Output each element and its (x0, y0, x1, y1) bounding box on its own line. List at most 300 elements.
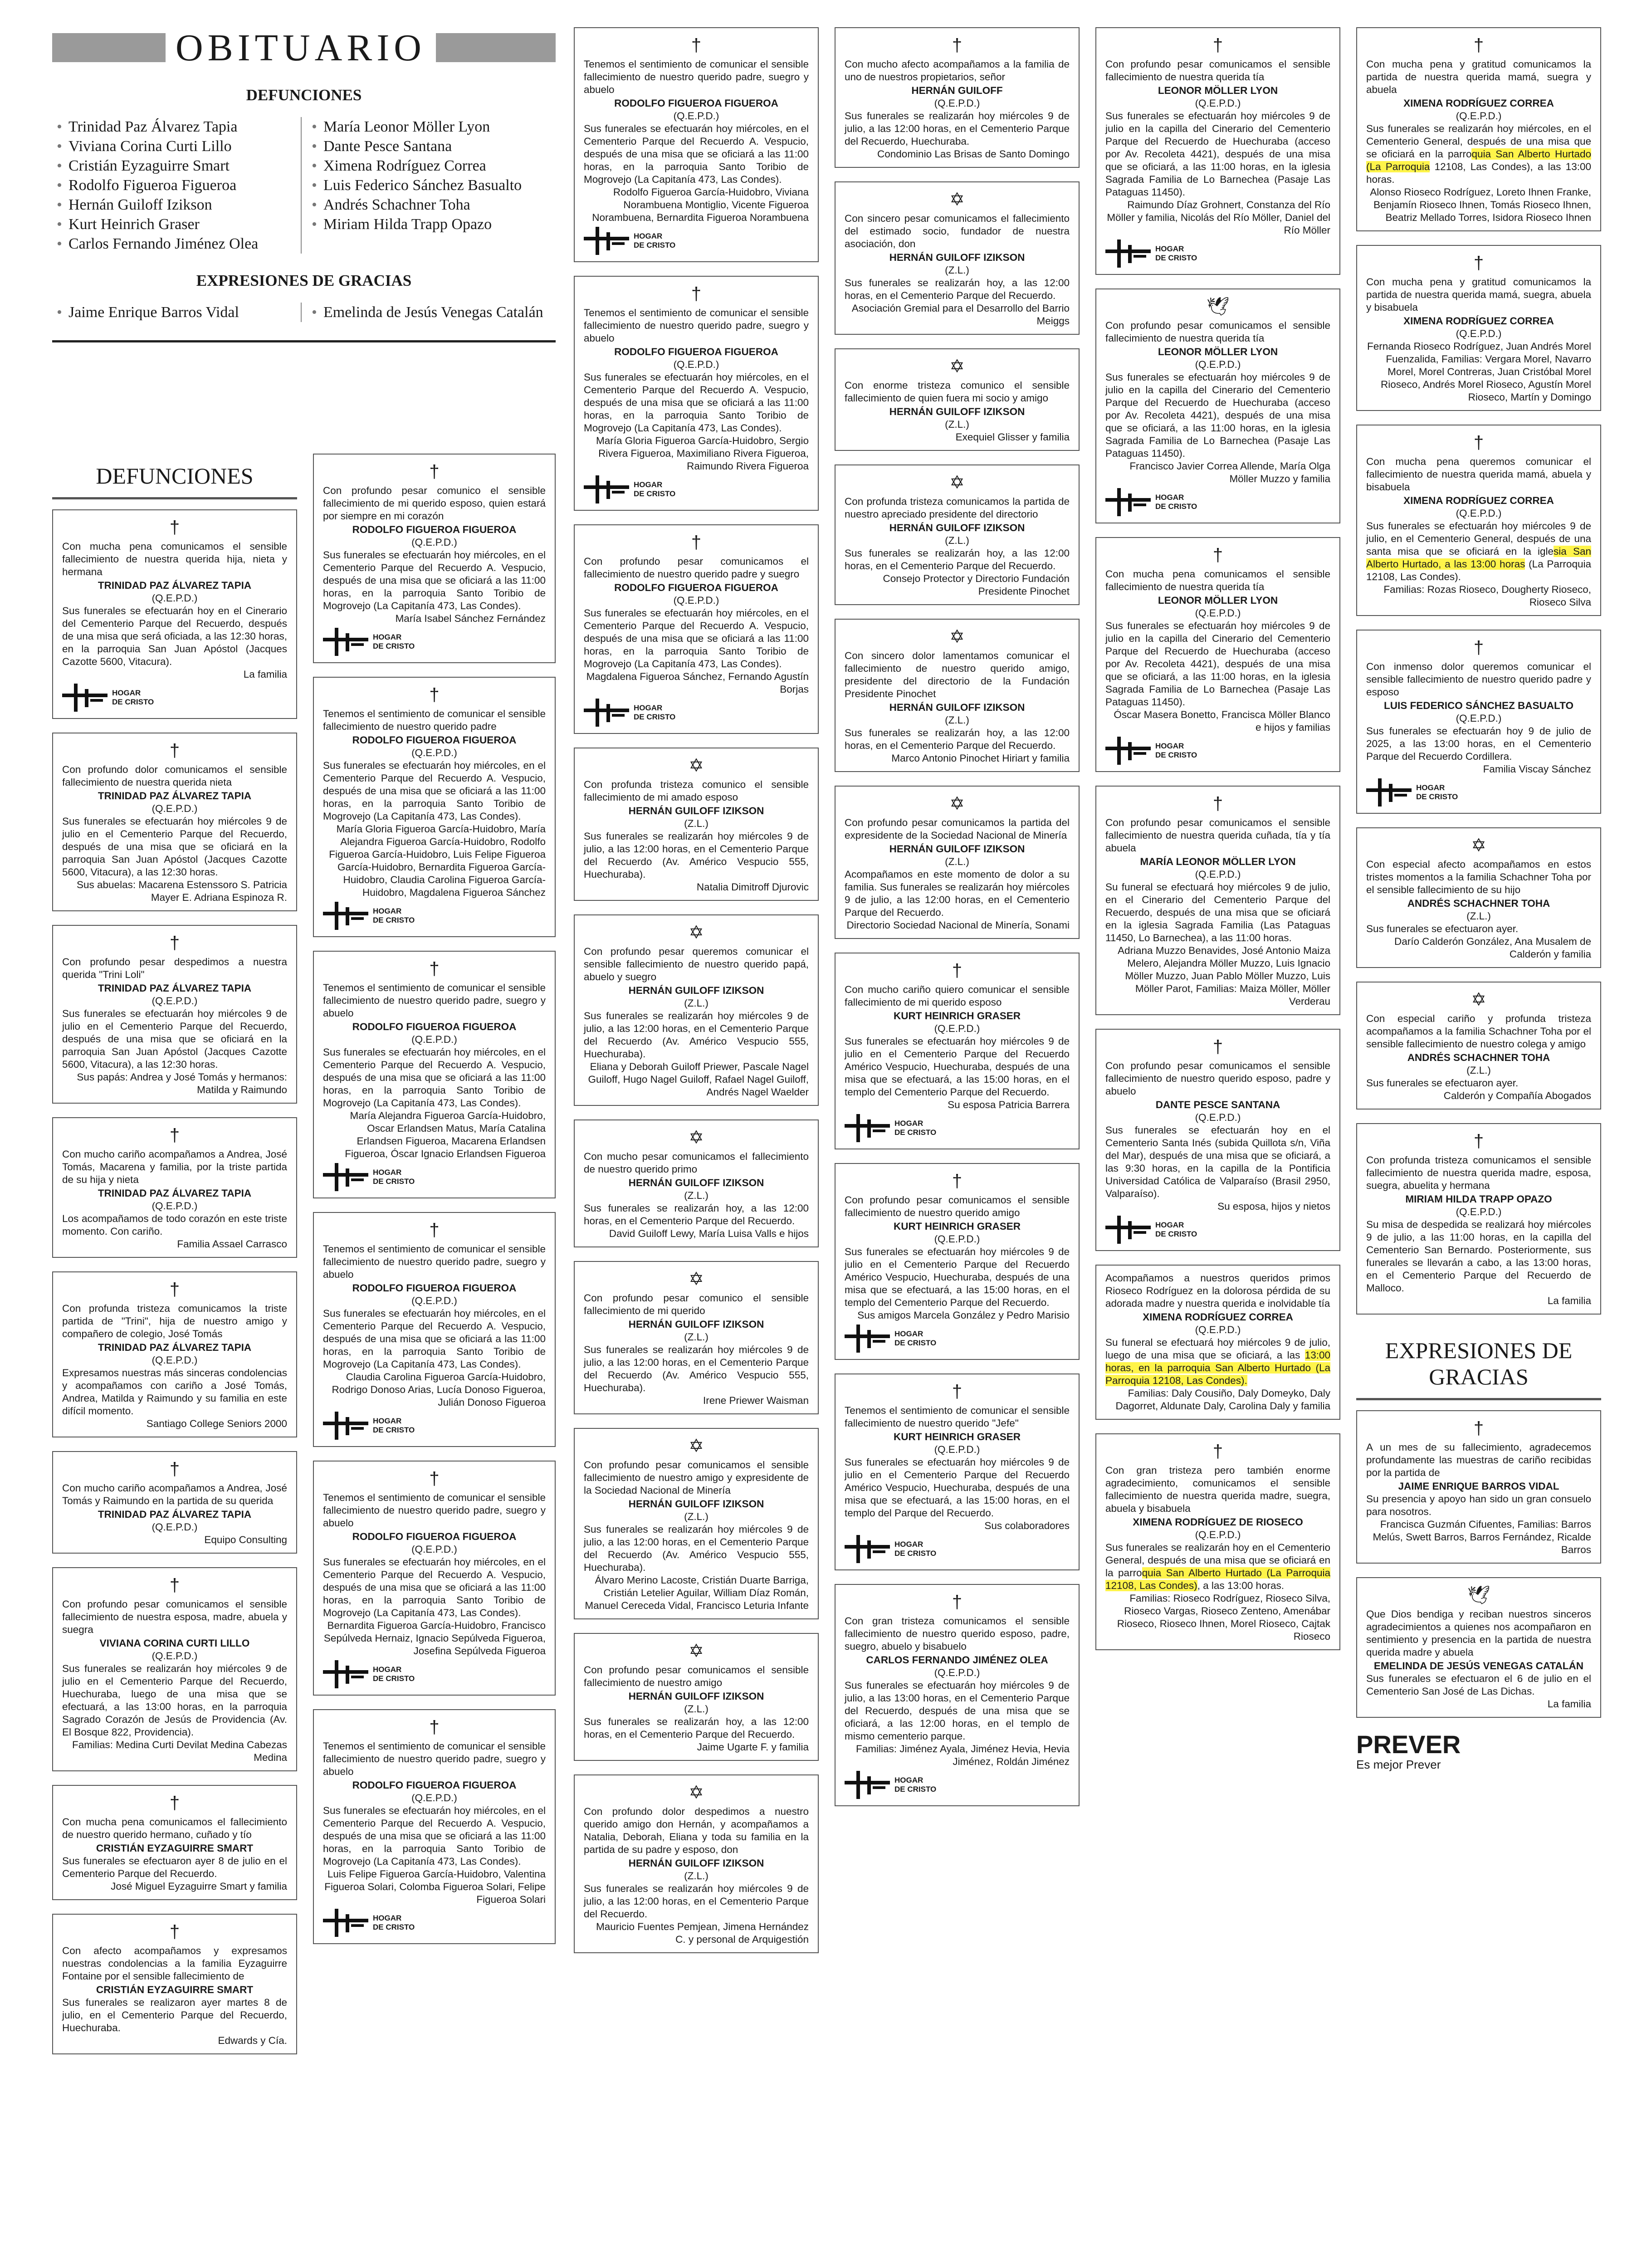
signatories: Adriana Muzzo Benavides, José Antonio Maiza Melero, Alejandra Möller Muzzo, Luis Ignacio Möller Muzzo, Juan Pablo Möller Muzzo, Luis Möller Parot, Familias: Maiza Möller, Möller Verderau (1117, 945, 1330, 1007)
hogar-de-cristo-icon (845, 1114, 890, 1142)
obituary-notice (835, 464, 1080, 605)
qepd-mark: (Q.E.P.D.) (1195, 1112, 1241, 1123)
signatories: Asociación Gremial para el Desarrollo del Barrio Meiggs (851, 303, 1070, 327)
qepd-mark: (Z.L.) (684, 818, 709, 829)
notice-intro: Tenemos el sentimiento de comunicar el sensible fallecimiento de nuestro querido padre (323, 708, 546, 732)
deceased-name: RODOLFO FIGUEROA FIGUEROA (352, 734, 517, 746)
obituary-notice (574, 27, 819, 262)
obituary-notice (313, 1461, 556, 1696)
index-entry: • María Leonor Möller Lyon (312, 117, 556, 137)
hogar-de-cristo-logo (845, 1535, 1070, 1563)
qepd-mark: (Q.E.P.D.) (1456, 713, 1502, 724)
notice-intro: Con gran tristeza comunicamos el sensible fallecimiento de nuestro querido esposo, padre, suegro, abuelo y bisabuelo (845, 1615, 1070, 1652)
signatories: María Isabel Sánchez Fernández (395, 613, 546, 624)
funeral-details: Sus funerales se realizaron ayer martes 8 de julio, en el Cementerio Parque del Recuerdo, Huechuraba. (62, 1997, 287, 2033)
funeral-details: Sus funerales se efectuarán hoy miércoles 9 de julio en la capilla del Cinerario del Cementerio Parque del Recuerdo de Huechuraba (acceso por Av. Recoleta 4421), después de una misa que se oficiará, a las 11:00 horas, en la iglesia Sagrada Familia de Lo Barnechea (Pasaje Las Pataguas 11450). (1105, 620, 1330, 708)
cross-icon: † (1473, 253, 1484, 273)
notice-intro: A un mes de su fallecimiento, agradecemos profundamente las muestras de cariño recibidas por la partida de (1366, 1442, 1591, 1478)
index-title: DEFUNCIONES (246, 86, 362, 104)
obituary-notice (1356, 1123, 1601, 1315)
hogar-de-cristo-icon (1105, 240, 1151, 268)
obituary-notice (835, 348, 1080, 451)
funeral-details: Expresamos nuestras más sinceras condolencias y acompañamos con cariño a José Tomás, Andrea, Matilda y Raimundo y su familia en este difícil momento. (62, 1367, 287, 1417)
funeral-details: Sus funerales se realizarán hoy miércoles 9 de julio, a las 12:00 horas, en el Cementerio Parque del Recuerdo. (584, 1883, 809, 1920)
deceased-name: HERNÁN GUILOFF IZIKSON (889, 252, 1025, 263)
cross-icon: † (169, 1280, 180, 1300)
funeral-details: Sus funerales se efectuarán hoy miércoles 9 de julio en el Cementerio Parque del Recuerdo, después de una misa que se oficiará en la parroquia San Juan Apóstol (Jacques Cazotte 5600, Vitacura), a las 12:30 horas. (62, 1008, 287, 1070)
signatories: María Alejandra Figueroa García-Huidobro, Oscar Erlandsen Matus, María Catalina Erlandsen Figueroa, Macarena Erlandsen Figueroa, Óscar Ignacio Erlandsen Figueroa (345, 1110, 546, 1159)
star-of-david-icon: ✡ (689, 1436, 704, 1456)
funeral-details: Sus funerales se efectuarán hoy miércoles 9 de julio en el Cementerio Parque del Recuerdo Américo Vespucio, Huechuraba, después de una misa que se efectuará, a las 15:00 horas, en el templo del Cementerio Parque del Recuerdo. (845, 1036, 1070, 1098)
notice-intro: Con afecto acompañamos y expresamos nuestras condolencias a la familia Eyzaguirre Fontaine por el sensible fallecimiento de (62, 1945, 287, 1982)
index-entry: • Kurt Heinrich Graser (57, 215, 301, 234)
qepd-mark: (Q.E.P.D.) (1195, 607, 1241, 619)
funeral-details: Sus funerales se realizarán hoy miércoles 9 de julio, a las 12:00 horas, en el Cementerio Parque del Recuerdo (Av. Américo Vespucio 555, Huechuraba). (584, 1344, 809, 1393)
index-entry: • Hernán Guiloff Izikson (57, 195, 301, 215)
hogar-de-cristo-icon (323, 1909, 368, 1937)
notice-intro: Con sincero pesar comunicamos el fallecimiento del estimado socio, fundador de nuestra asociación, don (845, 213, 1070, 249)
obituary-notice (52, 509, 297, 719)
index-entry: • Luis Federico Sánchez Basualto (312, 176, 556, 195)
funeral-details: Sus funerales se realizarán hoy miércoles 9 de julio, a las 12:00 horas, en el Cementerio Parque del Recuerdo (Av. Américo Vespucio 555, Huechuraba). (584, 1010, 809, 1060)
funeral-details: Sus funerales se realizarán hoy, a las 12:00 horas, en el Cementerio Parque del Recuerdo. (845, 727, 1070, 751)
obituary-notice (835, 619, 1080, 772)
signatories: Edwards y Cía. (218, 2035, 287, 2046)
obituary-notice (1356, 425, 1601, 616)
qepd-mark: (Q.E.P.D.) (934, 1023, 980, 1034)
notice-intro: Con profunda tristeza comunico el sensible fallecimiento de mi amado esposo (584, 779, 809, 803)
notice-intro: Con profundo dolor despedimos a nuestro querido amigo don Hernán, y acompañamos a Natalia, Deborah, Eliana y toda su familia en la partida de su padre y esposo, don (584, 1806, 809, 1855)
obituary-notice (52, 925, 297, 1104)
deceased-name: JAIME ENRIQUE BARROS VIDAL (1398, 1481, 1559, 1492)
index-entry: • Emelinda de Jesús Venegas Catalán (312, 303, 556, 322)
qepd-mark: (Q.E.P.D.) (673, 595, 719, 606)
deceased-name: CRISTIÁN EYZAGUIRRE SMART (96, 1843, 254, 1854)
cross-icon: † (429, 959, 440, 979)
obituary-notice (52, 1271, 297, 1437)
signatories: Francisca Guzmán Cifuentes, Familias: Barros Melús, Swett Barros, Barros Fernández, Ricalde Barros (1373, 1519, 1591, 1555)
obituary-notice (574, 1261, 819, 1414)
highlighted-text: 13:00 horas, en la parroquia San Alberto Hurtado (La Parroquia 12108, Las Condes). (1105, 1349, 1330, 1386)
signatories: Natalia Dimitroff Djurovic (696, 881, 809, 893)
obituary-notice (574, 748, 819, 901)
notice-intro: Tenemos el sentimiento de comunicar el sensible fallecimiento de nuestro querido padre, suegro y abuelo (584, 307, 809, 344)
dove-icon: 🕊 (1206, 297, 1230, 317)
hogar-de-cristo-label: HOGAR DE CRISTO (1155, 493, 1197, 511)
qepd-mark: (Z.L.) (945, 535, 969, 546)
signatories: Familias: Rozas Rioseco, Dougherty Rioseco, Rioseco Silva (1383, 584, 1591, 608)
deceased-name: MIRIAM HILDA TRAPP OPAZO (1405, 1193, 1552, 1205)
index-entry: • Cristián Eyzaguirre Smart (57, 156, 301, 176)
funeral-details: Sus funerales se realizarán hoy, a las 12:00 horas, en el Cementerio Parque del Recuerdo. (845, 277, 1070, 301)
hogar-de-cristo-icon (1366, 778, 1412, 807)
deceased-name: EMELINDA DE JESÚS VENEGAS CATALÁN (1373, 1660, 1584, 1672)
funeral-details: Sus funerales se efectuaron ayer. (1366, 1077, 1519, 1089)
notice-intro: Con sincero dolor lamentamos comunicar el fallecimiento de nuestro querido amigo, presidente del directorio de la Fundación Presidente Pinochet (845, 650, 1070, 699)
signatories: Sus papás: Andrea y José Tomás y hermanos: Matilda y Raimundo (77, 1071, 287, 1095)
deceased-name: XIMENA RODRÍGUEZ CORREA (1143, 1311, 1293, 1323)
obituary-notice (1095, 288, 1340, 523)
deceased-name: TRINIDAD PAZ ÁLVAREZ TAPIA (98, 982, 252, 994)
funeral-details: Sus funerales se realizarán hoy miércoles 9 de julio, a las 12:00 horas, en el Cementerio Parque del Recuerdo (Av. Américo Vespucio 555, Huechuraba). (584, 831, 809, 880)
obituary-notice (1356, 245, 1601, 411)
hogar-de-cristo-label: HOGAR DE CRISTO (894, 1540, 937, 1558)
deceased-name: RODOLFO FIGUEROA FIGUEROA (352, 1531, 517, 1542)
hogar-de-cristo-label: HOGAR DE CRISTO (634, 704, 676, 721)
hogar-de-cristo-label: HOGAR DE CRISTO (894, 1776, 937, 1794)
obituary-notice (835, 27, 1080, 168)
funeral-details: Sus funerales se efectuarán hoy 9 de julio de 2025, a las 13:00 horas, en el Cementerio Parque del Recuerdo Cordillera. (1366, 725, 1591, 762)
gracias-index (52, 303, 556, 322)
signatories: Sus colaboradores (984, 1520, 1070, 1531)
highlighted-text: quia San Alberto Hurtado (La Parroquia 12108, Las Condes) (1105, 1567, 1330, 1591)
qepd-mark: (Q.E.P.D.) (411, 747, 457, 758)
hogar-de-cristo-label: HOGAR DE CRISTO (894, 1330, 937, 1347)
obituary-notice (313, 1212, 556, 1447)
deceased-name: HERNÁN GUILOFF IZIKSON (628, 1498, 764, 1510)
notice-intro: Con profundo pesar comunicamos el sensible fallecimiento de nuestra querida tía (1105, 320, 1330, 344)
signatories: Exequiel Glisser y familia (955, 431, 1070, 443)
hogar-de-cristo-logo (1366, 778, 1591, 807)
signatories: Óscar Masera Bonetto, Francisca Möller Blanco e hijos y familias (1114, 709, 1330, 733)
funeral-details: Su funeral se efectuará hoy miércoles 9 de julio, luego de una misa que se oficiará, a las 13:00 horas, en la parroquia San Alberto Hurtado (La Parroquia 12108, Las Condes). (1105, 1337, 1330, 1386)
deceased-name: LEONOR MÖLLER LYON (1158, 85, 1278, 96)
qepd-mark: (Z.L.) (684, 1703, 709, 1715)
notice-intro: Con profundo pesar despedimos a nuestra querida "Trini Loli" (62, 956, 287, 980)
signatories: La familia (1547, 1295, 1591, 1306)
notice-intro: Con mucha pena queremos comunicar el fallecimiento de nuestra querida mamá, abuela y bisabuela (1366, 456, 1591, 493)
funeral-details: Sus funerales se realizarán hoy en el Cementerio General, después de una misa que se oficiará en la parroquia San Alberto Hurtado (La Parroquia 12108, Las Condes), a las 13:00 horas. (1105, 1542, 1330, 1591)
cross-icon: † (429, 462, 440, 482)
funeral-details: Sus funerales se realizarán hoy miércoles 9 de julio, a las 12:00 horas, en el Cementerio Parque del Recuerdo (Av. Américo Vespucio 555, Huechuraba). (584, 1524, 809, 1573)
funeral-details: Sus funerales se efectuarán hoy miércoles 9 de julio, a las 13:00 horas, en el Cementerio Parque del Recuerdo, después de una misa que se oficiará, a las 12:00 horas, en el templo de mismo cementerio parque. (845, 1680, 1070, 1742)
deceased-name: RODOLFO FIGUEROA FIGUEROA (352, 1282, 517, 1294)
qepd-mark: (Q.E.P.D.) (151, 1521, 198, 1533)
index-entry: • Trinidad Paz Álvarez Tapia (57, 117, 301, 137)
qepd-mark: (Z.L.) (945, 714, 969, 726)
hogar-de-cristo-logo (1105, 737, 1330, 765)
funeral-details: Su presencia y apoyo han sido un gran consuelo para nosotros. (1366, 1493, 1591, 1517)
obituary-notice (835, 1374, 1080, 1570)
hogar-de-cristo-icon (323, 1660, 368, 1688)
signatories: Familias: Rioseco Rodríguez, Rioseco Silva, Rioseco Vargas, Rioseco Zenteno, Amenábar Rioseco, Rioseco Ihnen, Morel Rioseco, Cajtak Rioseco (1117, 1593, 1330, 1642)
notice-intro: Con inmenso dolor queremos comunicar el sensible fallecimiento de nuestro querido padre y esposo (1366, 661, 1591, 698)
qepd-mark: (Q.E.P.D.) (151, 803, 198, 814)
column-2 (313, 454, 556, 1958)
cross-icon: † (691, 284, 702, 304)
qepd-mark: (Q.E.P.D.) (1195, 869, 1241, 880)
signatories: Familias: Jiménez Ayala, Jiménez Hevia, Hevia Jiménez, Roldán Jiménez (855, 1743, 1070, 1767)
hogar-de-cristo-icon (62, 684, 107, 712)
funeral-details: Sus funerales se efectuarán hoy miércoles 9 de julio en el Cementerio Parque del Recuerdo Américo Vespucio, Huechuraba, después de una misa que se efectuará, a las 15:00 horas, en el templo del Cementerio Parque del Recuerdo. (845, 1246, 1070, 1308)
cross-icon: † (691, 35, 702, 55)
deceased-name: HERNÁN GUILOFF IZIKSON (889, 843, 1025, 855)
signatories: La familia (243, 669, 287, 680)
cross-icon: † (169, 1922, 180, 1942)
hogar-de-cristo-label: HOGAR DE CRISTO (1155, 1221, 1197, 1238)
hogar-de-cristo-logo (845, 1771, 1070, 1799)
funeral-details: Sus funerales se efectuarán hoy miércoles, en el Cementerio Parque del Recuerdo A. Vespucio, después de una misa que se oficiará a las 11:00 horas, en la parroquia Santo Toribio de Mogrovejo (La Capitanía 473, Las Condes). (584, 123, 809, 185)
star-of-david-icon: ✡ (949, 473, 965, 493)
signatories: David Guiloff Lewy, María Luisa Valls e hijos (609, 1228, 809, 1239)
notice-intro: Con mucha pena y gratitud comunicamos la partida de nuestra querida mamá, suegra y abuela (1366, 59, 1591, 95)
signatories: La familia (1547, 1698, 1591, 1710)
cross-icon: † (1473, 1418, 1484, 1438)
obituary-notice (1095, 1265, 1340, 1420)
qepd-mark: (Z.L.) (684, 1190, 709, 1201)
funeral-details: Sus funerales se efectuarán hoy miércoles 9 de julio en la capilla del Cinerario del Cementerio Parque del Recuerdo de Huechuraba (acceso por Av. Recoleta 4421), después de una misa que se oficiará, a las 11:00 horas, en la iglesia Sagrada Familia de Lo Barnechea (Pasaje Las Pataguas 11450). (1105, 110, 1330, 198)
obituary-notice (835, 181, 1080, 335)
hogar-de-cristo-icon (1105, 488, 1151, 516)
notice-intro: Con profundo pesar comunicamos el sensible fallecimiento de nuestra querida cuñada, tía y tía abuela (1105, 817, 1330, 854)
cross-icon: † (1212, 35, 1223, 55)
funeral-details: Sus funerales se efectuarán hoy miércoles, en el Cementerio Parque del Recuerdo A. Vespucio, después de una misa que se oficiará a las 11:00 horas, en la parroquia Santo Toribio de Mogrovejo (La Capitanía 473, Las Condes). (323, 549, 546, 611)
qepd-mark: (Q.E.P.D.) (1195, 359, 1241, 370)
signatories: Fernanda Rioseco Rodríguez, Juan Andrés Morel Fuenzalida, Familias: Vergara Morel, Navarro Morel, Morel Contreras, Juan Cristóbal Morel Rioseco, Andrés Morel Rioseco, Agustín Morel Rioseco, Martín y Domingo (1367, 341, 1591, 403)
obituary-notice (1095, 1433, 1340, 1650)
signatories: Familias: Medina Curti Devilat Medina Cabezas Medina (72, 1739, 287, 1763)
cross-icon: † (1473, 1131, 1484, 1151)
notice-intro: Con enorme tristeza comunico el sensible fallecimiento de quien fuera mi socio y amigo (845, 380, 1070, 404)
hogar-de-cristo-icon (584, 227, 629, 255)
signatories: Su esposa Patricia Barrera (948, 1099, 1070, 1110)
qepd-mark: (Z.L.) (684, 997, 709, 1009)
deceased-name: HERNÁN GUILOFF IZIKSON (628, 1319, 764, 1330)
obituary-notice (574, 1633, 819, 1761)
deceased-name: LUIS FEDERICO SÁNCHEZ BASUALTO (1384, 700, 1573, 711)
qepd-mark: (Q.E.P.D.) (1195, 1324, 1241, 1335)
hogar-de-cristo-logo (323, 902, 546, 930)
deceased-name: TRINIDAD PAZ ÁLVAREZ TAPIA (98, 580, 252, 591)
cross-icon: † (952, 1592, 963, 1612)
signatories: María Gloria Figueroa García-Huidobro, Sergio Rivera Figueroa, Maximiliano Rivera Figueroa, Raimundo Rivera Figueroa (596, 435, 809, 472)
qepd-mark: (Z.L.) (684, 1870, 709, 1882)
signatories: Mauricio Fuentes Pemjean, Jimena Hernández C. y personal de Arquigestión (596, 1921, 809, 1945)
notice-intro: Con mucha pena y gratitud comunicamos la partida de nuestra querida mamá, suegra, abuela y bisabuela (1366, 276, 1591, 313)
qepd-mark: (Z.L.) (945, 264, 969, 276)
qepd-mark: (Q.E.P.D.) (1456, 328, 1502, 339)
hogar-de-cristo-logo (62, 684, 287, 712)
notice-intro: Con mucha pena comunicamos el sensible fallecimiento de nuestra querida tía (1105, 568, 1330, 592)
funeral-details: Sus funerales se efectuarán hoy miércoles, en el Cementerio Parque del Recuerdo A. Vespucio, después de una misa que se oficiará a las 11:00 horas, en la parroquia Santo Toribio de Mogrovejo (La Capitanía 473, Las Condes). (323, 1308, 546, 1370)
notice-intro: Con mucho pesar comunicamos el fallecimiento de nuestro querido primo (584, 1151, 809, 1175)
cross-icon: † (169, 518, 180, 538)
cross-icon: † (169, 741, 180, 761)
notice-intro: Tenemos el sentimiento de comunicar el sensible fallecimiento de nuestro querido padre, suegro y abuelo (584, 59, 809, 95)
cross-icon: † (952, 961, 963, 981)
cross-icon: † (429, 1717, 440, 1737)
cross-icon: † (429, 685, 440, 705)
cross-icon: † (429, 1469, 440, 1489)
signatories: Condominio Las Brisas de Santo Domingo (877, 148, 1070, 160)
deceased-name: LEONOR MÖLLER LYON (1158, 346, 1278, 357)
hogar-de-cristo-icon (845, 1535, 890, 1563)
notice-intro: Con profundo pesar comunicamos el sensible fallecimiento de nuestro amigo y expresidente de la Sociedad Nacional de Minería (584, 1459, 809, 1496)
obituary-notice (52, 1914, 297, 2054)
index-entry: • Jaime Enrique Barros Vidal (57, 303, 301, 322)
notice-intro: Con mucho cariño quiero comunicar el sensible fallecimiento de mi querido esposo (845, 984, 1070, 1008)
column-3 (574, 27, 819, 1967)
signatories: Rodolfo Figueroa García-Huidobro, Viviana Norambuena Montiglio, Vicente Figueroa Norambuena, Bernardita Figueroa Norambuena (592, 186, 809, 223)
funeral-details: Acompañamos en este momento de dolor a su familia. Sus funerales se realizarán hoy miércoles 9 de julio, a las 12:00 horas, en el Cementerio Parque del Recuerdo. (845, 869, 1070, 918)
star-of-david-icon: ✡ (689, 923, 704, 943)
notice-intro: Tenemos el sentimiento de comunicar el sensible fallecimiento de nuestro querido padre, suegro y abuelo (323, 1740, 546, 1777)
notice-intro: Con profundo pesar comunico el sensible fallecimiento de mi querido (584, 1292, 809, 1316)
hogar-de-cristo-icon (845, 1771, 890, 1799)
deceased-name: TRINIDAD PAZ ÁLVAREZ TAPIA (98, 790, 252, 802)
deceased-name: HERNÁN GUILOFF IZIKSON (889, 406, 1025, 417)
signatories: Equipo Consulting (204, 1534, 287, 1545)
hogar-de-cristo-logo (845, 1114, 1070, 1142)
qepd-mark: (Q.E.P.D.) (411, 1544, 457, 1555)
cross-icon: † (169, 1575, 180, 1595)
deceased-name: VIVIANA CORINA CURTI LILLO (99, 1637, 250, 1649)
qepd-mark: (Q.E.P.D.) (934, 1233, 980, 1245)
obituary-notice (1095, 786, 1340, 1015)
notice-intro: Con especial cariño y profunda tristeza acompañamos a la familia Schachner Toha por el sensible fallecimiento de nuestro colega y amigo (1366, 1013, 1591, 1050)
signatories: Irene Priewer Waisman (703, 1395, 809, 1406)
deceased-name: CARLOS FERNANDO JIMÉNEZ OLEA (866, 1654, 1048, 1666)
hogar-de-cristo-label: HOGAR DE CRISTO (634, 480, 676, 498)
qepd-mark: (Q.E.P.D.) (151, 592, 198, 604)
notice-intro: Con profundo pesar comunicamos el sensible fallecimiento de nuestro amigo (584, 1664, 809, 1688)
star-of-david-icon: ✡ (689, 1641, 704, 1661)
funeral-details: Sus funerales se realizarán hoy, a las 12:00 horas, en el Cementerio Parque del Recuerdo. (584, 1716, 809, 1740)
prever-tagline: Es mejor Prever (1356, 1758, 1441, 1771)
cross-icon: † (952, 35, 963, 55)
notice-intro: Con profunda tristeza comunicamos la partida de nuestro apreciado presidente del directorio (845, 496, 1070, 520)
hogar-de-cristo-label: HOGAR DE CRISTO (373, 1168, 415, 1186)
cross-icon: † (952, 1171, 963, 1191)
funeral-details: Sus funerales se realizarán hoy miércoles, en el Cementerio General, después de una misa que se oficiará en la parroquia San Alberto Hurtado (La Parroquia 12108, Las Condes), a las 13:00 horas. (1366, 123, 1591, 185)
funeral-details: Sus funerales se efectuarán hoy en el Cementerio Santa Inés (subida Quillota s/n, Viña del Mar), después de una misa que se oficiará, a las 9:30 horas, en la capilla de la Pontificia Universidad Católica de Valparaíso (Brasil 2950, Valparaíso). (1105, 1124, 1330, 1199)
deceased-name: CRISTIÁN EYZAGUIRRE SMART (96, 1984, 254, 1995)
funeral-details: Sus funerales se realizarán hoy, a las 12:00 horas, en el Cementerio Parque del Recuerdo. (845, 547, 1070, 572)
index-list-left (52, 117, 301, 254)
funeral-details: Sus funerales se efectuarán hoy miércoles 9 de julio en el Cementerio Parque del Recuerdo, después de una misa que se oficiará en la parroquia San Juan Apóstol (Jacques Cazotte 5600, Vitacura), a las 12:30 horas. (62, 816, 287, 878)
funeral-details: Sus funerales se realizarán hoy miércoles 9 de julio, a las 12:00 horas, en el Cementerio Parque del Recuerdo, Huechuraba. (845, 110, 1070, 147)
funeral-details: Los acompañamos de todo corazón en este triste momento. Con cariño. (62, 1213, 287, 1237)
cross-icon: † (1473, 433, 1484, 453)
index-entry: • Dante Pesce Santana (312, 137, 556, 156)
page-title: OBITUARIO (176, 26, 426, 69)
funeral-details: Sus funerales se efectuarán hoy miércoles 9 de julio en el Cementerio Parque del Recuerdo Américo Vespucio, Huechuraba, después de una misa que se efectuará, a las 15:00 horas, en el templo del Parque del Recuerdo. (845, 1457, 1070, 1519)
funeral-details: Sus funerales se efectuarán hoy miércoles 9 de julio en la capilla del Cinerario del Cementerio Parque del Recuerdo de Huechuraba (acceso por Av. Recoleta 4421), después de una misa que se oficiará, a las 11:00 horas, en la iglesia Sagrada Familia de Lo Barnechea (Pasaje Las Pataguas 11450). (1105, 371, 1330, 459)
hogar-de-cristo-label: HOGAR DE CRISTO (373, 1417, 415, 1434)
index-entry: • Viviana Corina Curti Lillo (57, 137, 301, 156)
qepd-mark: (Z.L.) (945, 419, 969, 430)
funeral-details: Sus funerales se efectuarán hoy miércoles, en el Cementerio Parque del Recuerdo A. Vespucio, después de una misa que se oficiará a las 11:00 horas, en la parroquia Santo Toribio de Mogrovejo (La Capitanía 473, Las Condes). (584, 371, 809, 434)
deceased-name: RODOLFO FIGUEROA FIGUEROA (614, 582, 778, 593)
hogar-de-cristo-icon (323, 1412, 368, 1440)
deceased-name: ANDRÉS SCHACHNER TOHA (1407, 1052, 1550, 1063)
obituary-notice (574, 1774, 819, 1953)
qepd-mark: (Q.E.P.D.) (151, 1200, 198, 1212)
funeral-details: Su misa de despedida se realizará hoy miércoles 9 de julio, a las 11:00 horas, en la capilla del Cementerio San Bernardo. Posteriormente, sus funerales se llevarán a cabo, a las 13:00 horas, en el Cementerio Parque del Recuerdo de Malloco. (1366, 1219, 1591, 1294)
qepd-mark: (Q.E.P.D.) (411, 1295, 457, 1306)
obituary-notice (52, 1117, 297, 1258)
hogar-de-cristo-label: HOGAR DE CRISTO (373, 907, 415, 924)
obituary-notice (1356, 1577, 1601, 1718)
qepd-mark: (Q.E.P.D.) (1195, 98, 1241, 109)
qepd-mark: (Q.E.P.D.) (411, 537, 457, 548)
cross-icon: † (169, 1793, 180, 1813)
index-entry: • Rodolfo Figueroa Figueroa (57, 176, 301, 195)
section-defunciones: DEFUNCIONES (52, 454, 297, 499)
qepd-mark: (Q.E.P.D.) (411, 1034, 457, 1045)
deceased-name: HERNÁN GUILOFF IZIKSON (628, 1691, 764, 1702)
index-entry: • Ximena Rodríguez Correa (312, 156, 556, 176)
deceased-name: RODOLFO FIGUEROA FIGUEROA (614, 346, 778, 357)
hogar-de-cristo-icon (584, 475, 629, 503)
deceased-name: HERNÁN GUILOFF IZIKSON (628, 985, 764, 996)
deceased-name: TRINIDAD PAZ ÁLVAREZ TAPIA (98, 1509, 252, 1520)
hogar-de-cristo-label: HOGAR DE CRISTO (1155, 244, 1197, 262)
notice-intro: Tenemos el sentimiento de comunicar el sensible fallecimiento de nuestro querido "Jefe" (845, 1405, 1070, 1429)
hogar-de-cristo-label: HOGAR DE CRISTO (373, 1665, 415, 1683)
signatories: Consejo Protector y Directorio Fundación Presidente Pinochet (883, 573, 1070, 597)
obituary-notice (835, 786, 1080, 939)
hogar-de-cristo-logo (323, 1412, 546, 1440)
notice-intro: Con profundo pesar comunico el sensible fallecimiento de mi querido esposo, quien estará por siempre en mi corazón (323, 485, 546, 522)
signatories: Santiago College Seniors 2000 (146, 1418, 287, 1429)
hogar-de-cristo-label: HOGAR DE CRISTO (894, 1119, 937, 1137)
notices-column-1 (52, 509, 297, 2054)
star-of-david-icon: ✡ (689, 756, 704, 776)
deceased-name: DANTE PESCE SANTANA (1155, 1099, 1280, 1110)
section-gracias: EXPRESIONES DE GRACIAS (1356, 1328, 1601, 1400)
deceased-name: XIMENA RODRÍGUEZ DE RIOSECO (1133, 1516, 1303, 1528)
hogar-de-cristo-logo (845, 1325, 1070, 1353)
star-of-david-icon: ✡ (689, 1783, 704, 1803)
deceased-name: ANDRÉS SCHACHNER TOHA (1407, 898, 1550, 909)
notice-intro: Que Dios bendiga y reciban nuestros sinceros agradecimientos a quienes nos acompañaron en sentimiento y presencia en la partida de nuestra querida madre y abuela (1366, 1608, 1591, 1658)
hogar-de-cristo-icon (323, 902, 368, 930)
notice-intro: Tenemos el sentimiento de comunicar el sensible fallecimiento de nuestro querido padre, suegro y abuelo (323, 1492, 546, 1529)
obituary-notice (313, 677, 556, 937)
obituary-notice (574, 914, 819, 1106)
hogar-de-cristo-logo (323, 1163, 546, 1191)
obituary-notice (1095, 1029, 1340, 1251)
signatories: Claudia Carolina Figueroa García-Huidobro, Rodrigo Donoso Arias, Lucía Donoso Figueroa, Julián Donoso Figueroa (332, 1371, 546, 1408)
hogar-de-cristo-logo (584, 227, 809, 255)
deceased-name: HERNÁN GUILOFF IZIKSON (889, 702, 1025, 713)
qepd-mark: (Q.E.P.D.) (151, 1354, 198, 1366)
hogar-de-cristo-label: HOGAR DE CRISTO (1155, 742, 1197, 759)
qepd-mark: (Z.L.) (1466, 1065, 1491, 1076)
deceased-name: RODOLFO FIGUEROA FIGUEROA (352, 1779, 517, 1791)
obituary-notice (835, 953, 1080, 1149)
hogar-de-cristo-label: HOGAR DE CRISTO (373, 633, 415, 650)
banner-bar-left (52, 33, 166, 62)
notice-intro: Con mucho cariño acompañamos a Andrea, José Tomás y Raimundo en la partida de su querida (62, 1482, 287, 1506)
obituary-notice (574, 524, 819, 734)
deceased-name: HERNÁN GUILOFF IZIKSON (628, 1177, 764, 1188)
signatories: Sus amigos Marcela González y Pedro Marisio (857, 1310, 1070, 1321)
obituary-notice (313, 454, 556, 663)
deceased-name: RODOLFO FIGUEROA FIGUEROA (614, 98, 778, 109)
signatories: Darío Calderón González, Ana Musalem de Calderón y familia (1394, 936, 1591, 960)
notice-intro: Con gran tristeza pero también enorme agradecimiento, comunicamos el sensible fallecimiento de nuestra querida madre, suegra, abuela y bisabuela (1105, 1465, 1330, 1514)
index-entry: • Andrés Schachner Toha (312, 195, 556, 215)
index-entry: • Miriam Hilda Trapp Opazo (312, 215, 556, 234)
notice-intro: Tenemos el sentimiento de comunicar el sensible fallecimiento de nuestro querido padre, suegro y abuelo (323, 982, 546, 1019)
hogar-de-cristo-label: HOGAR DE CRISTO (1416, 783, 1458, 801)
masthead-separator (52, 340, 556, 342)
gracias-notices (1356, 1410, 1601, 1718)
qepd-mark: (Z.L.) (684, 1331, 709, 1343)
star-of-david-icon: ✡ (1471, 836, 1486, 855)
